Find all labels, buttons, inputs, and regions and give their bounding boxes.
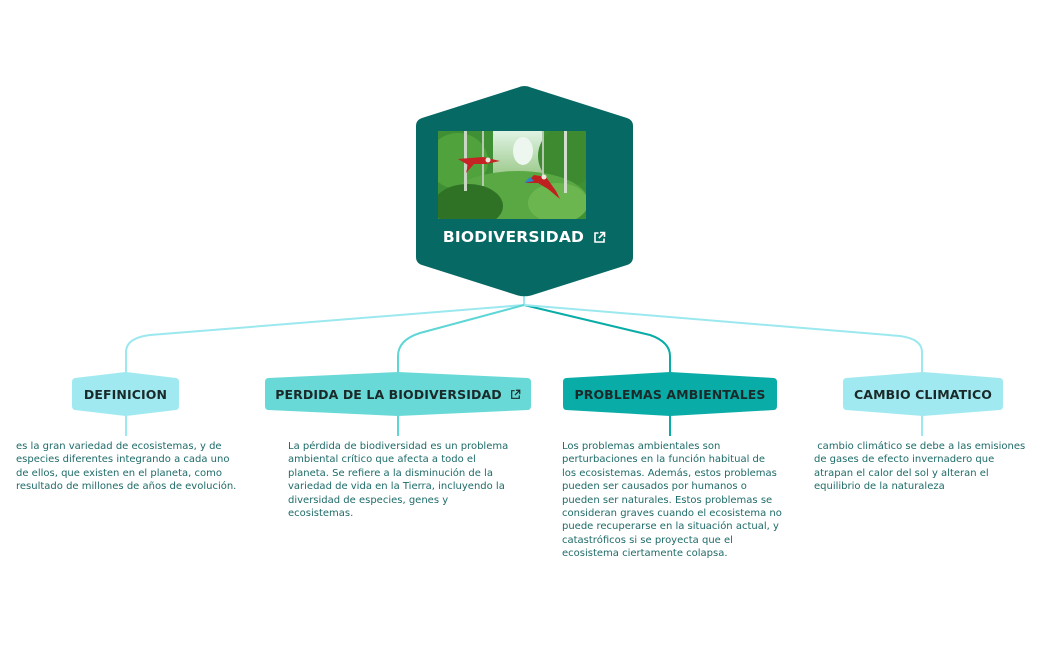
- node-label: PERDIDA DE LA BIODIVERSIDAD: [275, 386, 502, 402]
- external-link-icon[interactable]: [510, 389, 521, 400]
- description-problemas-ambientales: Los problemas ambientales son perturbaciones en la función habitual de los ecosistemas. Además, estos problemas pueden ser causados por humanos o pueden ser naturales. Estos problemas se consideran graves cuando el ecosistema no puede recuperarse en la situación actual, y catastróficos si se proyecta que el ecosistema ciertamente colapsa.: [562, 441, 782, 560]
- node-problemas-ambientales[interactable]: [563, 374, 777, 414]
- root-title: BIODIVERSIDAD: [442, 228, 585, 246]
- description-cambio-climatico: cambio climático se debe a las emisiones de gases de efecto invernadero que atrapan el calor del sol y alteran el equilibrio de la naturaleza: [814, 441, 1029, 493]
- description-definicion: es la gran variedad de ecosistemas, y de especies diferentes integrando a cada uno de ellos, que existen en el planeta, como resultado de millones de años de evolución.: [16, 441, 237, 493]
- connector-perdida: [398, 305, 524, 376]
- description-perdida-biodiversidad: La pérdida de biodiversidad es un problema ambiental crítico que afecta a todo el planeta. Se refiere a la disminución de la variedad de vida en la Tierra, incluyendo la diversidad de especies, genes y ecosistemas.: [288, 441, 509, 520]
- node-label: PROBLEMAS AMBIENTALES: [574, 386, 766, 402]
- external-link-icon[interactable]: [593, 231, 606, 244]
- connector-cambio: [524, 305, 922, 376]
- connector-definicion: [126, 305, 524, 376]
- node-label: DEFINICION: [83, 386, 168, 402]
- root-image: [438, 131, 586, 219]
- node-definicion[interactable]: [72, 374, 179, 414]
- node-cambio-climatico[interactable]: [843, 374, 1003, 414]
- root-node-biodiversidad[interactable]: [416, 86, 633, 297]
- node-perdida-biodiversidad[interactable]: [265, 374, 531, 414]
- macaw-rainforest-image: [438, 131, 586, 219]
- root-title-row: [416, 228, 633, 246]
- node-label: CAMBIO CLIMATICO: [854, 386, 992, 402]
